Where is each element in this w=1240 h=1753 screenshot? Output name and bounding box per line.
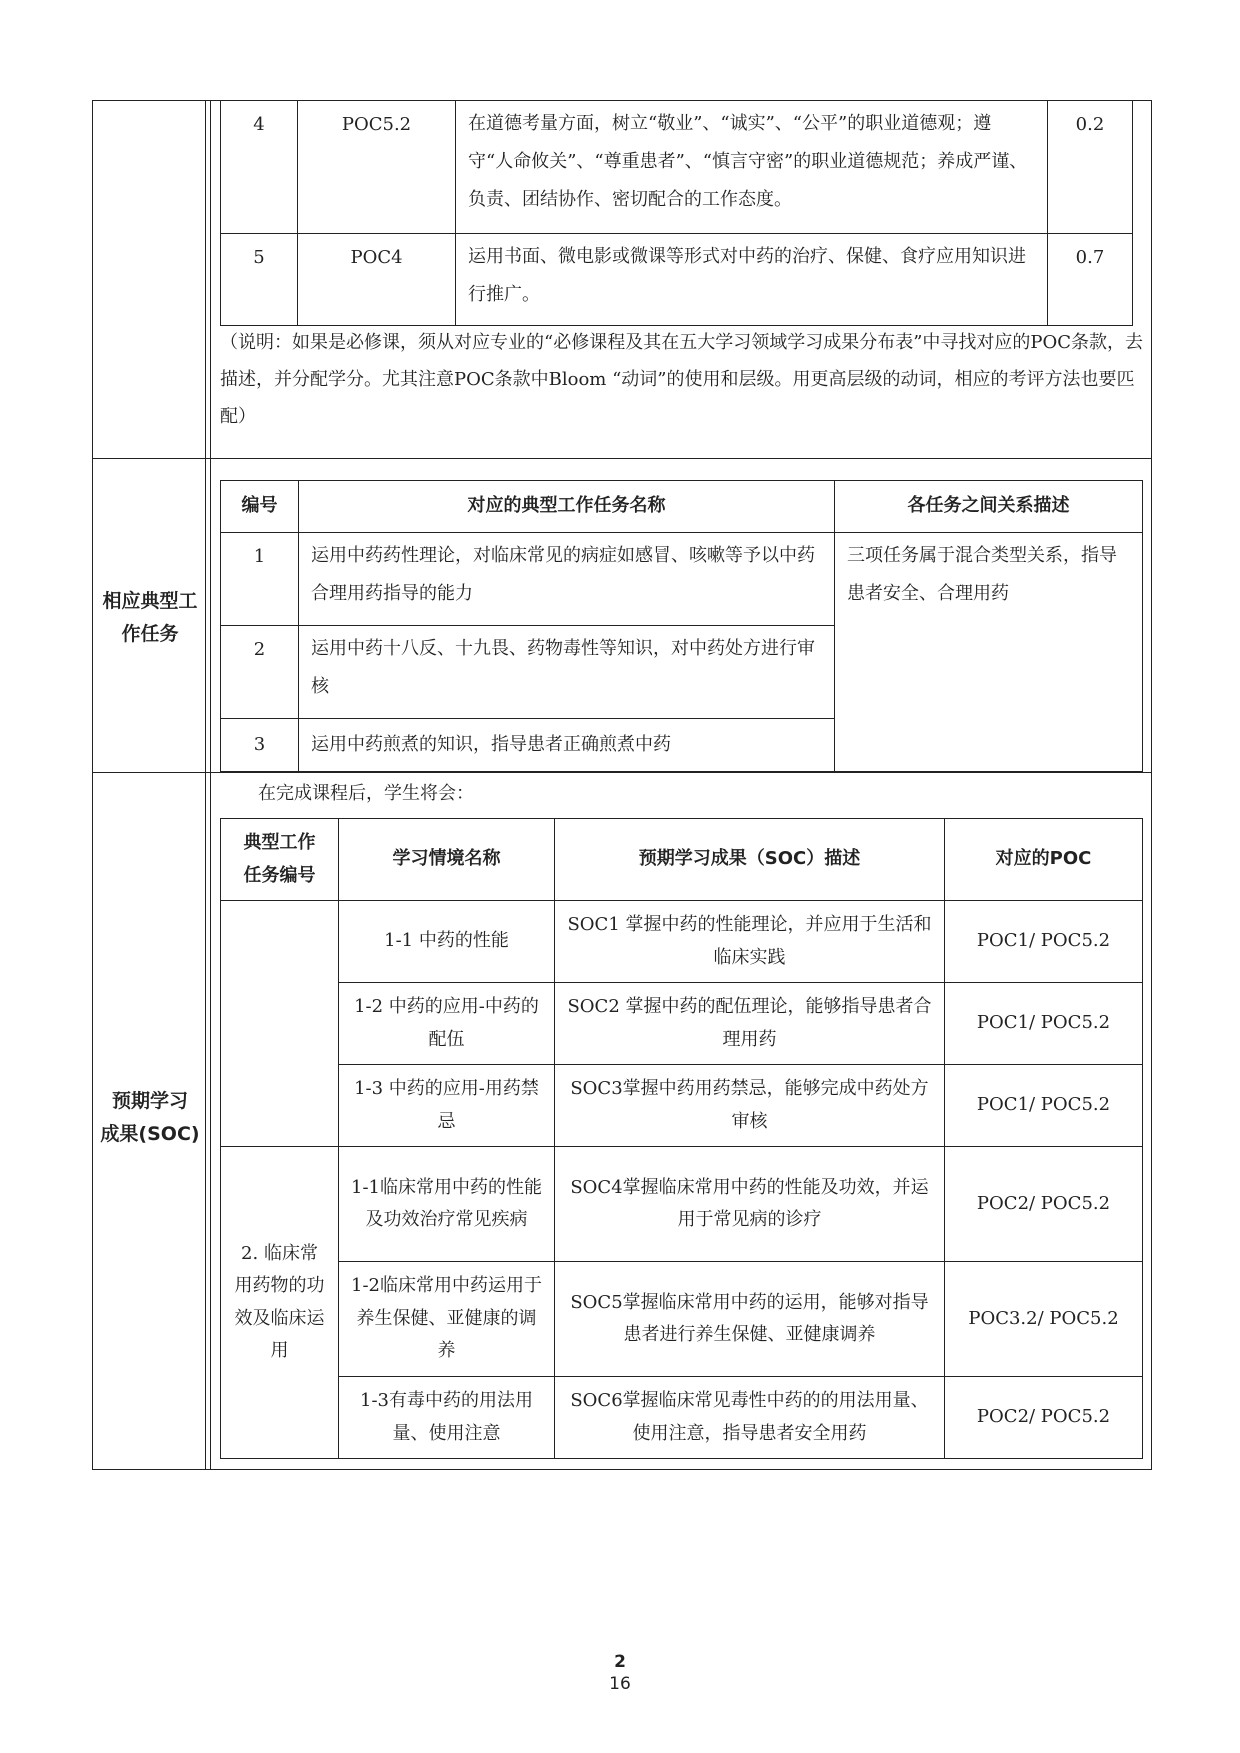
task-group-no: 2. 临床常用药物的功效及临床运用 bbox=[221, 1147, 339, 1459]
column-header-poc: 对应的POC bbox=[945, 819, 1143, 901]
poc-description: 在道德考量方面，树立“敬业”、“诚实”、“公平”的职业道德观；遵守“人命攸关”、“尊重患者”、“慎言守密”的职业道德规范；养成严谨、负责、团结协作、密切配合的工作态度。 bbox=[456, 101, 1048, 234]
page-total: 16 bbox=[609, 1674, 631, 1694]
situation-name: 1-3有毒中药的用法用量、使用注意 bbox=[339, 1377, 555, 1459]
situation-name: 1-3 中药的应用-用药禁忌 bbox=[339, 1065, 555, 1147]
typical-tasks-table bbox=[220, 480, 1143, 772]
task-name: 运用中药十八反、十九畏、药物毒性等知识，对中药处方进行审核 bbox=[299, 626, 835, 719]
soc-description: SOC2 掌握中药的配伍理论，能够指导患者合理用药 bbox=[555, 983, 945, 1065]
table-row bbox=[221, 533, 1143, 626]
soc-poc: POC3.2/ POC5.2 bbox=[945, 1262, 1143, 1377]
poc-code: POC4 bbox=[298, 234, 456, 326]
instruction-note: （说明：如果是必修课，须从对应专业的“必修课程及其在五大学习领域学习成果分布表”中寻找对应的POC条款，去描述，并分配学分。尤其注意POC条款中Bloom “动词”的使用和层级。用更高层级的动词，相应的考评方法也要匹配） bbox=[220, 332, 1144, 427]
soc-label: 预期学习 成果(SOC) bbox=[100, 1090, 200, 1146]
situation-name: 1-1临床常用中药的性能及功效治疗常见疾病 bbox=[339, 1147, 555, 1262]
poc-row-no: 4 bbox=[221, 101, 298, 234]
poc-description: 运用书面、微电影或微课等形式对中药的治疗、保健、食疗应用知识进行推广。 bbox=[456, 234, 1048, 326]
label-column-divider bbox=[205, 100, 206, 1470]
soc-description: SOC6掌握临床常见毒性中药的的用法用量、使用注意，指导患者安全用药 bbox=[555, 1377, 945, 1459]
task-name: 运用中药煎煮的知识，指导患者正确煎煮中药 bbox=[299, 719, 835, 772]
situation-name: 1-1 中药的性能 bbox=[339, 901, 555, 983]
situation-name: 1-2 中药的应用-中药的配伍 bbox=[339, 983, 555, 1065]
section-divider-1 bbox=[92, 458, 1152, 459]
soc-description: SOC4掌握临床常用中药的性能及功效，并运用于常见病的诊疗 bbox=[555, 1147, 945, 1262]
task-name: 运用中药药性理论，对临床常见的病症如感冒、咳嗽等予以中药合理用药指导的能力 bbox=[299, 533, 835, 626]
column-header-situation: 学习情境名称 bbox=[339, 819, 555, 901]
column-header-task-name: 对应的典型工作任务名称 bbox=[299, 481, 835, 533]
task-relation: 三项任务属于混合类型关系，指导患者安全、合理用药 bbox=[835, 533, 1143, 772]
task-no: 2 bbox=[221, 626, 299, 719]
table-row bbox=[221, 1065, 1143, 1147]
table-header-row bbox=[221, 481, 1143, 533]
column-header-task-no: 典型工作 任务编号 bbox=[221, 819, 339, 901]
poc-credit: 0.7 bbox=[1048, 234, 1133, 326]
soc-poc: POC1/ POC5.2 bbox=[945, 901, 1143, 983]
soc-poc: POC1/ POC5.2 bbox=[945, 1065, 1143, 1147]
table-header-row bbox=[221, 819, 1143, 901]
column-header-soc: 预期学习成果（SOC）描述 bbox=[555, 819, 945, 901]
situation-name: 1-2临床常用中药运用于养生保健、亚健康的调养 bbox=[339, 1262, 555, 1377]
table-row bbox=[221, 101, 1133, 234]
table-row bbox=[221, 1377, 1143, 1459]
task-group-no bbox=[221, 901, 339, 1147]
soc-description: SOC3掌握中药用药禁忌，能够完成中药处方审核 bbox=[555, 1065, 945, 1147]
task-no: 3 bbox=[221, 719, 299, 772]
soc-description: SOC5掌握临床常用中药的运用，能够对指导患者进行养生保健、亚健康调养 bbox=[555, 1262, 945, 1377]
table-row bbox=[221, 234, 1133, 326]
page-number: 2 bbox=[614, 1652, 626, 1672]
task-no: 1 bbox=[221, 533, 299, 626]
poc-code: POC5.2 bbox=[298, 101, 456, 234]
soc-poc: POC2/ POC5.2 bbox=[945, 1147, 1143, 1262]
column-header-no: 编号 bbox=[221, 481, 299, 533]
column-header-relation: 各任务之间关系描述 bbox=[835, 481, 1143, 533]
soc-poc: POC2/ POC5.2 bbox=[945, 1377, 1143, 1459]
table-row bbox=[221, 1262, 1143, 1377]
soc-intro: 在完成课程后，学生将会： bbox=[258, 783, 474, 804]
poc-credit: 0.2 bbox=[1048, 101, 1133, 234]
table-row bbox=[221, 901, 1143, 983]
table-row bbox=[221, 983, 1143, 1065]
typical-tasks-label: 相应典型工作任务 bbox=[102, 590, 198, 646]
poc-row-no: 5 bbox=[221, 234, 298, 326]
soc-poc: POC1/ POC5.2 bbox=[945, 983, 1143, 1065]
inner-column-divider bbox=[210, 100, 211, 1470]
poc-table bbox=[220, 100, 1133, 326]
section-divider-2 bbox=[92, 772, 1152, 773]
table-row bbox=[221, 1147, 1143, 1262]
soc-table bbox=[220, 818, 1143, 1459]
soc-description: SOC1 掌握中药的性能理论，并应用于生活和临床实践 bbox=[555, 901, 945, 983]
